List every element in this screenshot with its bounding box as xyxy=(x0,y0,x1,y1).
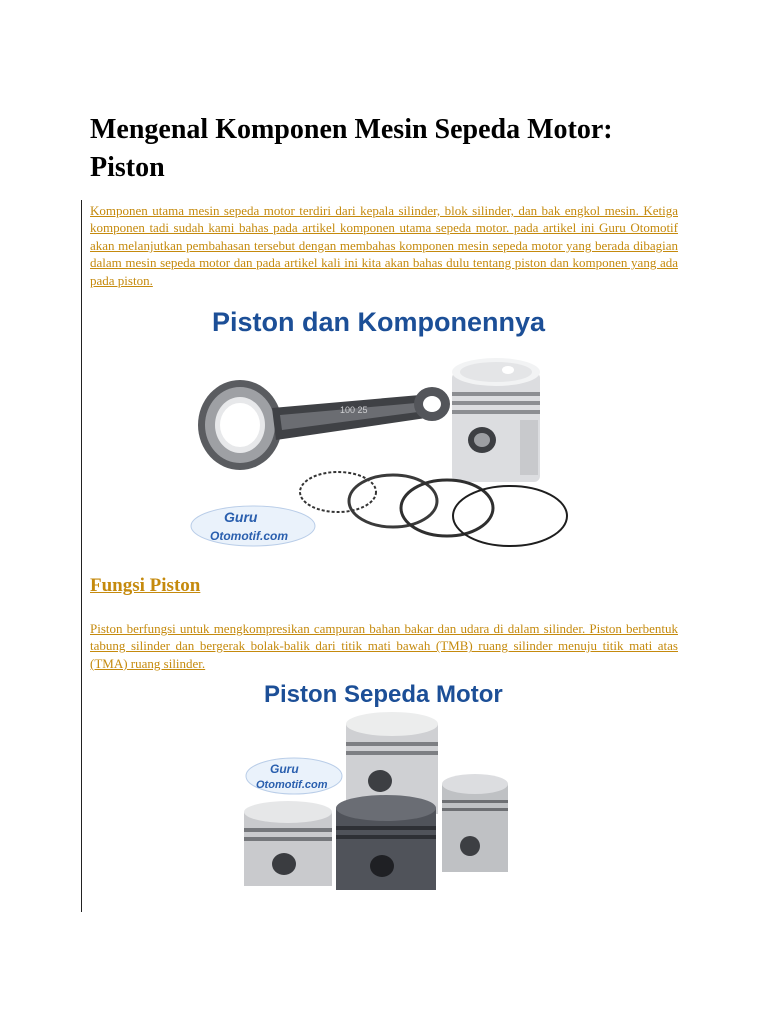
svg-text:100 25: 100 25 xyxy=(340,405,368,415)
piston-rings xyxy=(300,472,567,546)
connecting-rod xyxy=(198,380,450,470)
section-paragraph-link[interactable]: Piston berfungsi untuk mengkompresikan campuran bahan bakar dan udara di dalam silinder. Piston berbentuk tabung silinder dan bergerak bolak-balik dari titik mati bawah (TMB) ruang silinder menuju titik mati atas (TMA) ruang silinder. xyxy=(90,621,678,671)
piston-icon xyxy=(336,795,436,890)
svg-text:Otomotif.com: Otomotif.com xyxy=(256,779,328,791)
guru-otomotif-watermark xyxy=(191,506,315,546)
piston-components-image xyxy=(190,300,585,552)
article-title: Mengenal Komponen Mesin Sepeda Motor: Piston xyxy=(90,114,613,183)
piston-icon xyxy=(244,801,332,886)
motorcycle-pistons-image xyxy=(242,676,510,892)
image-banner-title: Piston dan Komponennya xyxy=(212,307,546,337)
piston-icon xyxy=(452,358,540,482)
left-margin-rule xyxy=(81,200,82,912)
svg-text:Otomotif.com: Otomotif.com xyxy=(210,529,288,543)
svg-text:Guru: Guru xyxy=(224,509,258,525)
intro-paragraph-link[interactable]: Komponen utama mesin sepeda motor terdiri dari kepala silinder, blok silinder, dan bak engkol mesin. Ketiga komponen tadi sudah kami bahas pada artikel komponen utama sepeda motor. pada artikel ini Guru Otomotif akan melanjutkan pembahasan tersebut dengan membahas komponen mesin sepeda motor yang berada dibagian dalam mesin sepeda motor dan pada artikel kali ini kita akan bahas dulu tentang piston dan komponen yang ada pada piston. xyxy=(90,203,678,288)
svg-text:Guru: Guru xyxy=(270,762,299,776)
image-banner-title: Piston Sepeda Motor xyxy=(264,681,503,708)
guru-otomotif-watermark xyxy=(246,758,342,794)
piston-icon xyxy=(442,774,508,872)
section-heading-fungsi-piston[interactable]: Fungsi Piston xyxy=(90,575,201,596)
